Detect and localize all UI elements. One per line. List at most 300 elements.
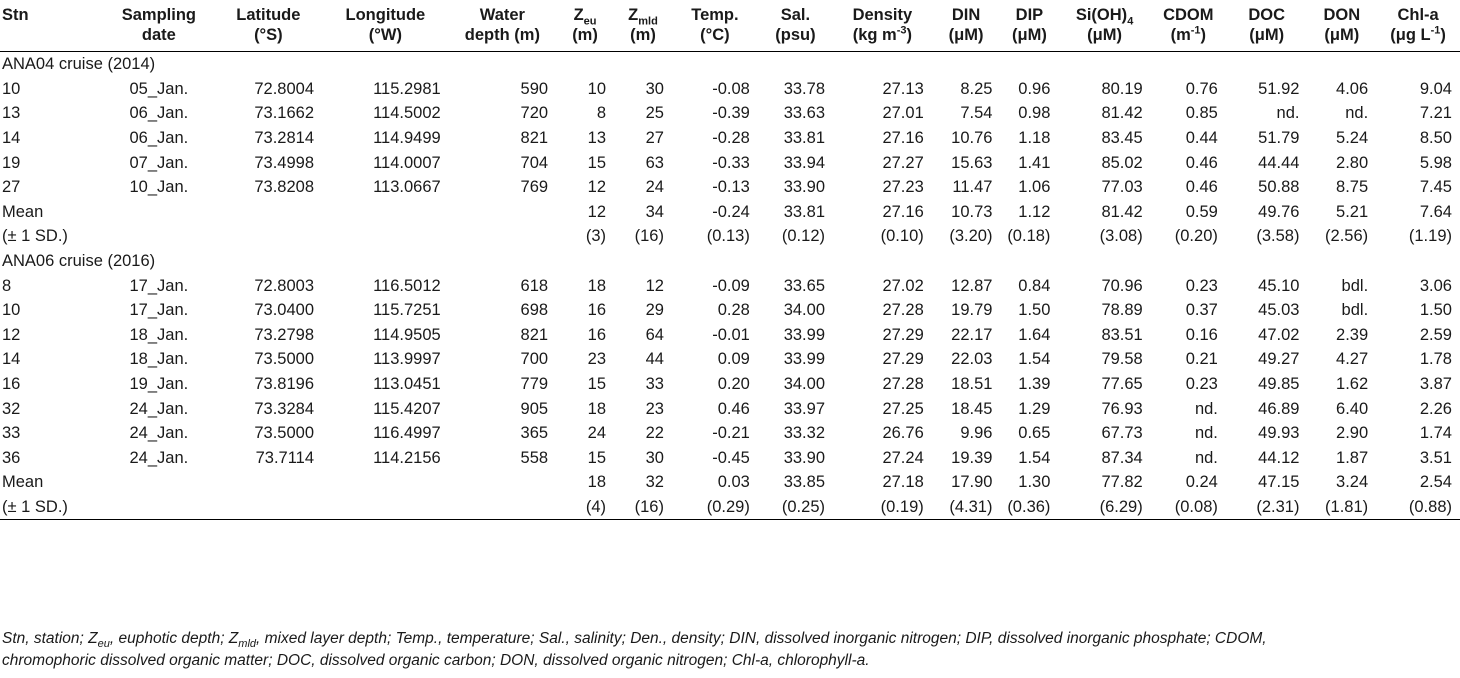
cell-cdom: 0.85 <box>1185 104 1218 123</box>
cell-zeu: 12 <box>587 178 607 197</box>
cell-din: 10.73 <box>951 202 993 221</box>
cell-stn: 32 <box>2 399 21 418</box>
cell-si: 81.42 <box>1101 202 1143 221</box>
cell-doc: 47.02 <box>1258 325 1300 344</box>
cell-temp: -0.08 <box>712 79 750 98</box>
cell-density: 27.16 <box>882 129 924 148</box>
cell-doc: 45.10 <box>1258 276 1300 295</box>
cell-date <box>103 224 215 249</box>
cell-cdom: 0.37 <box>1185 301 1218 320</box>
cell-temp: -0.24 <box>712 202 750 221</box>
cell-don: 4.06 <box>1336 79 1369 98</box>
cell-lat <box>215 200 322 225</box>
cell-lon <box>322 470 449 495</box>
cell-zeu: 16 <box>587 301 607 320</box>
cell-temp: -0.09 <box>712 276 750 295</box>
header-dip: DIP (μM) <box>1012 6 1047 44</box>
cell-temp: 0.28 <box>717 301 750 320</box>
cell-lat: 73.2798 <box>254 325 315 344</box>
cell-dip: 0.96 <box>1018 79 1051 98</box>
cell-zeu: 18 <box>587 399 607 418</box>
cell-cdom: 0.23 <box>1185 276 1218 295</box>
cell-don: 1.87 <box>1336 448 1369 467</box>
cell-cdom: nd. <box>1194 399 1218 418</box>
cell-din: 11.47 <box>952 178 993 197</box>
header-si: $Si(OH)_4$ (μM) <box>1075 6 1134 44</box>
cell-stn: 13 <box>2 104 21 123</box>
table-row <box>0 77 1460 102</box>
cell-doc: (2.31) <box>1256 497 1300 516</box>
table-footnote <box>2 628 1457 672</box>
cell-density: 26.76 <box>882 424 924 443</box>
cell-date: 07_Jan. <box>129 153 189 172</box>
cell-density: 27.29 <box>882 325 924 344</box>
cell-zeu: 10 <box>587 79 607 98</box>
header-depth: Water depth (m) <box>464 6 540 44</box>
cell-temp: (0.13) <box>706 227 750 246</box>
cell-date <box>103 470 215 495</box>
cell-din: 7.54 <box>960 104 993 123</box>
cell-lat: 73.8208 <box>254 178 315 197</box>
cell-temp: -0.39 <box>712 104 750 123</box>
cell-zmld: 23 <box>645 399 664 418</box>
table-row <box>0 446 1460 471</box>
cell-si: 85.02 <box>1101 153 1143 172</box>
cell-stn: 36 <box>2 448 21 467</box>
cell-chla: 1.78 <box>1419 350 1452 369</box>
cell-cdom: nd. <box>1194 448 1218 467</box>
table-row <box>0 200 1460 225</box>
cell-doc: 50.88 <box>1258 178 1300 197</box>
cell-cdom: 0.21 <box>1185 350 1218 369</box>
header-sal: Sal. (psu) <box>775 6 816 44</box>
header-lon: Longitude (°W) <box>345 6 426 44</box>
cell-chla: 9.04 <box>1419 79 1452 98</box>
cell-cdom: 0.23 <box>1185 375 1218 394</box>
cell-density: 27.28 <box>882 375 924 394</box>
cell-cdom: (0.20) <box>1174 227 1218 246</box>
cell-temp: -0.28 <box>712 129 750 148</box>
cell-lon: 113.0451 <box>373 375 441 394</box>
cell-date: 05_Jan. <box>129 79 189 98</box>
cell-don: 2.39 <box>1336 325 1369 344</box>
table-row <box>0 323 1460 348</box>
header-din: DIN (μM) <box>948 6 984 44</box>
cell-density: 27.27 <box>882 153 924 172</box>
cell-sal: 33.78 <box>783 79 825 98</box>
cell-si: 76.93 <box>1101 399 1143 418</box>
cell-chla: 2.54 <box>1419 473 1452 492</box>
cell-chla: 7.21 <box>1419 104 1452 123</box>
cell-lon: 115.4207 <box>373 399 441 418</box>
cell-chla: 2.59 <box>1419 325 1452 344</box>
cell-lat: 73.3284 <box>254 399 315 418</box>
cell-density: 27.13 <box>882 79 924 98</box>
cell-doc: 44.12 <box>1258 448 1300 467</box>
cell-chla: 2.26 <box>1419 399 1452 418</box>
cell-din: 18.45 <box>951 399 993 418</box>
cell-chla: 7.45 <box>1419 178 1452 197</box>
cell-date: 17_Jan. <box>129 276 189 295</box>
cell-stn: Mean <box>2 473 44 492</box>
cell-si: 80.19 <box>1101 79 1143 98</box>
table-row <box>0 347 1460 372</box>
table-row <box>0 421 1460 446</box>
cell-depth: 821 <box>520 129 549 148</box>
cell-density: 27.23 <box>882 178 924 197</box>
cell-si: 77.82 <box>1101 473 1143 492</box>
section-header-row <box>0 249 1460 274</box>
cell-lon: 114.2156 <box>373 448 441 467</box>
cell-si: 77.03 <box>1101 178 1143 197</box>
cell-cdom: nd. <box>1194 424 1218 443</box>
cell-depth: 720 <box>520 104 549 123</box>
cell-zmld: 25 <box>645 104 664 123</box>
cell-date: 17_Jan. <box>129 301 189 320</box>
cell-chla: (0.88) <box>1408 497 1452 516</box>
cell-lat: 73.1662 <box>254 104 315 123</box>
cell-depth: 590 <box>520 79 549 98</box>
header-zeu: $Z_{eu}$ (m) <box>572 6 598 44</box>
table-row <box>0 396 1460 421</box>
cell-density: 27.16 <box>882 202 924 221</box>
cell-depth: 769 <box>520 178 549 197</box>
cell-temp: -0.13 <box>712 178 750 197</box>
cell-doc: 49.76 <box>1258 202 1300 221</box>
cell-depth <box>449 495 556 520</box>
table-row <box>0 224 1460 249</box>
cell-don: nd. <box>1345 104 1369 123</box>
cell-zmld: 22 <box>645 424 664 443</box>
cell-stn: Mean <box>2 202 44 221</box>
cell-date: 24_Jan. <box>129 399 189 418</box>
cell-stn: (± 1 SD.) <box>2 497 68 516</box>
cell-sal: 33.81 <box>783 129 825 148</box>
cell-lon: 115.2981 <box>373 79 441 98</box>
cell-din: (4.31) <box>949 497 993 516</box>
cell-dip: 1.39 <box>1018 375 1051 394</box>
cell-date: 10_Jan. <box>129 178 189 197</box>
cell-sal: 33.65 <box>783 276 825 295</box>
cell-sal: 33.81 <box>783 202 825 221</box>
cell-stn: 16 <box>2 375 21 394</box>
cell-sal: 33.99 <box>783 325 825 344</box>
cell-zeu: 15 <box>587 153 607 172</box>
cell-doc: 51.92 <box>1258 79 1300 98</box>
cell-lon: 114.5002 <box>373 104 441 123</box>
cell-lon: 114.0007 <box>373 153 441 172</box>
cell-din: 8.25 <box>960 79 993 98</box>
cell-dip: 1.12 <box>1018 202 1051 221</box>
cell-dip: 0.84 <box>1018 276 1051 295</box>
cell-sal: 33.99 <box>783 350 825 369</box>
cell-zmld: 27 <box>645 129 664 148</box>
cell-temp: 0.20 <box>717 375 750 394</box>
cell-cdom: 0.46 <box>1185 153 1218 172</box>
cell-lon: 115.7251 <box>373 301 441 320</box>
cell-depth: 704 <box>520 153 549 172</box>
cell-zmld: 30 <box>645 448 664 467</box>
footnote-line-1: Stn, station; $Z_{eu}$, euphotic depth; $Z_{mld}$, mixed layer depth; Temp., temperature; Sal., salinity; Den., density; DIN, dissolved inorganic nitrogen; DIP, dissolved inorganic phosphate; CDOM, <box>2 630 1267 651</box>
cell-si: 81.42 <box>1101 104 1143 123</box>
cell-lat: 73.5000 <box>254 424 315 443</box>
cell-zmld: 32 <box>645 473 664 492</box>
header-cdom: CDOM $(m^{-1})$ <box>1163 6 1214 44</box>
cell-density: 27.24 <box>882 448 924 467</box>
header-date: Sampling date <box>121 6 196 44</box>
header-row <box>0 0 1460 52</box>
cell-depth <box>449 200 556 225</box>
cell-din: 22.17 <box>951 325 993 344</box>
cell-sal: 34.00 <box>783 301 825 320</box>
cell-din: (3.20) <box>949 227 993 246</box>
header-lat: Latitude (°S) <box>236 6 301 44</box>
cell-date: 06_Jan. <box>129 129 189 148</box>
cell-depth: 779 <box>520 375 549 394</box>
table-row <box>0 101 1460 126</box>
header-doc: DOC (μM) <box>1248 6 1285 44</box>
cell-zeu: 8 <box>596 104 607 123</box>
cell-cdom: 0.24 <box>1185 473 1218 492</box>
cell-don: 5.21 <box>1336 202 1369 221</box>
header-zmld: $Z_{mld}$ (m) <box>628 6 658 44</box>
cell-lon <box>322 200 449 225</box>
cell-din: 19.79 <box>951 301 993 320</box>
cell-cdom: 0.76 <box>1185 79 1218 98</box>
cell-lon: 116.5012 <box>373 276 441 295</box>
cell-zmld: 44 <box>645 350 664 369</box>
cell-density: (0.10) <box>880 227 924 246</box>
cell-dip: 1.41 <box>1018 153 1051 172</box>
header-density: Density (kg $m^{-3}$) <box>852 6 913 44</box>
cell-don: 3.24 <box>1336 473 1369 492</box>
header-don: DON (μM) <box>1323 6 1361 44</box>
cell-zeu: 18 <box>587 276 607 295</box>
cell-stn: 33 <box>2 424 21 443</box>
cell-si: 70.96 <box>1101 276 1143 295</box>
cell-lat: 73.2814 <box>254 129 315 148</box>
cell-dip: 1.64 <box>1018 325 1051 344</box>
cell-zmld: 34 <box>645 202 664 221</box>
cell-si: 83.45 <box>1101 129 1143 148</box>
cell-don: (1.81) <box>1325 497 1369 516</box>
cell-density: (0.19) <box>880 497 924 516</box>
table-row <box>0 495 1460 520</box>
cell-dip: (0.36) <box>1007 497 1051 516</box>
cell-don: 4.27 <box>1336 350 1369 369</box>
cell-sal: 33.90 <box>783 178 825 197</box>
cell-dip: 1.30 <box>1018 473 1051 492</box>
cell-lat: 73.8196 <box>254 375 315 394</box>
cell-din: 10.76 <box>951 129 993 148</box>
cell-lat <box>215 495 322 520</box>
cell-depth: 821 <box>520 325 549 344</box>
cell-zeu: 15 <box>587 448 607 467</box>
cell-zeu: 18 <box>587 473 607 492</box>
cell-zmld: 24 <box>645 178 664 197</box>
cell-date: 24_Jan. <box>129 424 189 443</box>
cell-dip: 1.29 <box>1018 399 1051 418</box>
cell-dip: 0.65 <box>1018 424 1051 443</box>
cell-cdom: 0.44 <box>1185 129 1218 148</box>
cell-depth: 905 <box>520 399 549 418</box>
cell-density: 27.28 <box>882 301 924 320</box>
cell-sal: 33.85 <box>783 473 825 492</box>
cell-din: 12.87 <box>951 276 993 295</box>
cell-doc: 49.85 <box>1258 375 1300 394</box>
cell-lon: 113.9997 <box>373 350 441 369</box>
table-body <box>0 52 1460 520</box>
section-title: ANA04 cruise (2014) <box>2 55 156 74</box>
cell-date <box>103 495 215 520</box>
cell-chla: 3.06 <box>1419 276 1452 295</box>
cell-don: 1.62 <box>1336 375 1369 394</box>
cell-date: 06_Jan. <box>129 104 189 123</box>
cell-depth: 698 <box>520 301 549 320</box>
cell-sal: (0.25) <box>781 497 825 516</box>
cell-doc: 49.93 <box>1258 424 1300 443</box>
section-title: ANA06 cruise (2016) <box>2 252 156 271</box>
table-row <box>0 470 1460 495</box>
cell-cdom: 0.59 <box>1185 202 1218 221</box>
cell-zeu: (4) <box>585 497 607 516</box>
cell-lat: 73.4998 <box>254 153 315 172</box>
cell-chla: 1.74 <box>1419 424 1452 443</box>
cell-dip: 1.54 <box>1018 350 1051 369</box>
cell-din: 9.96 <box>960 424 993 443</box>
cell-date: 19_Jan. <box>129 375 189 394</box>
cell-si: (6.29) <box>1099 497 1143 516</box>
cell-zmld: 64 <box>645 325 664 344</box>
cell-stn: 12 <box>2 325 21 344</box>
cell-temp: -0.01 <box>712 325 750 344</box>
cell-stn: (± 1 SD.) <box>2 227 68 246</box>
cell-lon: 114.9505 <box>373 325 441 344</box>
cell-din: 18.51 <box>951 375 993 394</box>
cell-doc: 49.27 <box>1258 350 1300 369</box>
cell-depth <box>449 224 556 249</box>
cell-cdom: 0.16 <box>1185 325 1218 344</box>
cell-don: bdl. <box>1341 301 1369 320</box>
cell-lat <box>215 470 322 495</box>
cell-din: 19.39 <box>951 448 993 467</box>
cell-doc: 46.89 <box>1258 399 1300 418</box>
cell-temp: -0.33 <box>712 153 750 172</box>
cell-temp: -0.21 <box>712 424 750 443</box>
table-row <box>0 150 1460 175</box>
cell-din: 15.63 <box>951 153 993 172</box>
cell-lon <box>322 224 449 249</box>
cell-depth: 365 <box>520 424 549 443</box>
cell-stn: 14 <box>2 350 21 369</box>
cell-don: 5.24 <box>1336 129 1369 148</box>
footnote-line-2: chromophoric dissolved organic matter; DOC, dissolved organic carbon; DON, dissolved organic nitrogen; Chl-a, chlorophyll-a. <box>2 652 870 669</box>
cell-din: 22.03 <box>951 350 993 369</box>
cell-zmld: 63 <box>645 153 664 172</box>
header-chla: Chl-a (μg $L^{-1}$) <box>1390 6 1446 44</box>
cell-chla: 3.51 <box>1419 448 1452 467</box>
cell-chla: 1.50 <box>1419 301 1452 320</box>
cell-stn: 14 <box>2 129 21 148</box>
cell-doc: 44.44 <box>1258 153 1300 172</box>
cell-date: 18_Jan. <box>129 350 189 369</box>
cell-dip: (0.18) <box>1007 227 1051 246</box>
cell-dip: 1.06 <box>1018 178 1051 197</box>
cell-don: (2.56) <box>1325 227 1369 246</box>
header-stn: Stn <box>2 6 29 24</box>
section-header-row <box>0 52 1460 77</box>
cell-date <box>103 200 215 225</box>
cell-temp: 0.09 <box>717 350 750 369</box>
cell-chla: 5.98 <box>1419 153 1452 172</box>
cell-dip: 1.18 <box>1018 129 1051 148</box>
header-temp: Temp. (°C) <box>691 6 739 44</box>
cell-don: 2.80 <box>1336 153 1369 172</box>
cell-don: 2.90 <box>1336 424 1369 443</box>
cell-lon: 114.9499 <box>373 129 441 148</box>
cell-depth <box>449 470 556 495</box>
cell-si: 77.65 <box>1101 375 1143 394</box>
cell-cdom: (0.08) <box>1174 497 1218 516</box>
cell-don: 6.40 <box>1336 399 1369 418</box>
cell-temp: -0.45 <box>712 448 750 467</box>
cell-depth: 558 <box>520 448 549 467</box>
cell-cdom: 0.46 <box>1185 178 1218 197</box>
cell-density: 27.25 <box>882 399 924 418</box>
cell-zeu: 16 <box>587 325 607 344</box>
cell-sal: 33.94 <box>783 153 825 172</box>
cell-zmld: (16) <box>634 497 664 516</box>
cell-lat: 73.0400 <box>254 301 315 320</box>
cell-sal: 33.97 <box>783 399 825 418</box>
cell-zmld: 12 <box>645 276 664 295</box>
cell-density: 27.01 <box>882 104 924 123</box>
cell-zmld: 33 <box>645 375 664 394</box>
cell-zeu: (3) <box>585 227 607 246</box>
cell-chla: 7.64 <box>1419 202 1452 221</box>
cell-temp: 0.46 <box>717 399 750 418</box>
cell-depth: 700 <box>520 350 549 369</box>
table-row <box>0 175 1460 200</box>
cell-stn: 27 <box>2 178 21 197</box>
cell-dip: 1.54 <box>1018 448 1051 467</box>
cell-lat: 73.7114 <box>255 448 315 467</box>
cell-dip: 0.98 <box>1018 104 1051 123</box>
cell-doc: nd. <box>1276 104 1300 123</box>
cell-si: 67.73 <box>1101 424 1143 443</box>
cell-sal: 34.00 <box>783 375 825 394</box>
cell-din: 17.90 <box>951 473 993 492</box>
cell-zmld: (16) <box>634 227 664 246</box>
cell-si: 78.89 <box>1101 301 1143 320</box>
cell-density: 27.29 <box>882 350 924 369</box>
cell-stn: 10 <box>2 79 21 98</box>
cell-chla: (1.19) <box>1408 227 1452 246</box>
cell-date: 18_Jan. <box>129 325 189 344</box>
cell-doc: 45.03 <box>1258 301 1300 320</box>
table-row <box>0 126 1460 151</box>
cell-stn: 19 <box>2 153 21 172</box>
cell-zeu: 24 <box>587 424 607 443</box>
cell-temp: (0.29) <box>706 497 750 516</box>
cell-zeu: 13 <box>587 129 607 148</box>
cell-lat: 73.5000 <box>254 350 315 369</box>
cell-chla: 8.50 <box>1419 129 1452 148</box>
cell-doc: 51.79 <box>1258 129 1300 148</box>
cell-lat: 72.8004 <box>254 79 315 98</box>
cell-date: 24_Jan. <box>129 448 189 467</box>
cell-chla: 3.87 <box>1419 375 1452 394</box>
